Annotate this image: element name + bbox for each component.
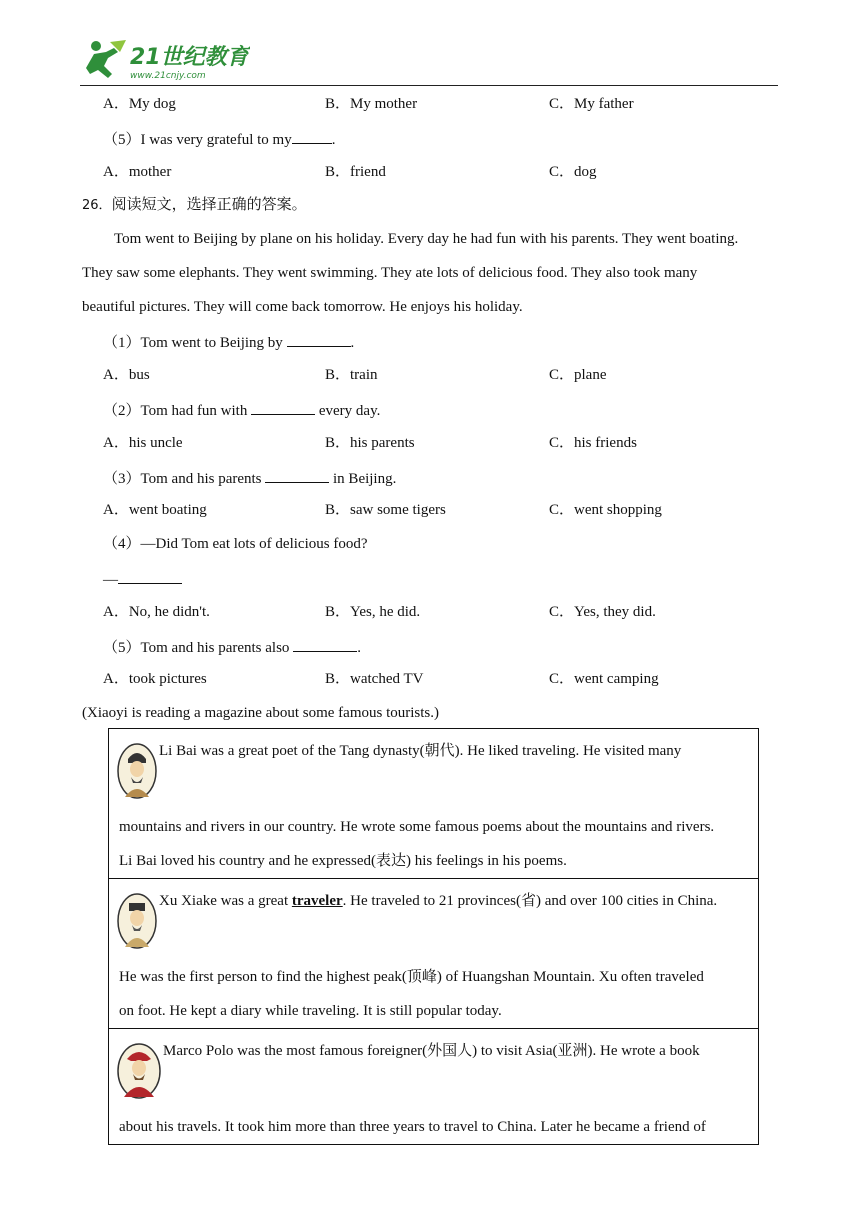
stem-tail: . xyxy=(357,640,361,656)
option-a: A．My dog xyxy=(103,96,176,112)
option-a: A．No, he didn't. xyxy=(103,604,210,620)
option-a: A．mother xyxy=(103,164,172,180)
tourist-cell-li-bai xyxy=(109,729,759,879)
option-a: A．went boating xyxy=(103,502,207,518)
header-divider xyxy=(80,85,778,86)
tourist-text-line: mountains and rivers in our country. He wrote some famous poems about the mountains and rivers. xyxy=(119,819,715,835)
question-stem xyxy=(103,399,380,421)
answer-blank xyxy=(251,399,315,415)
option-b: B．watched TV xyxy=(325,671,424,687)
stem-text: （2）Tom had fun with xyxy=(103,403,252,419)
option-c: C．plane xyxy=(549,367,607,383)
option-b: B．his parents xyxy=(325,435,415,451)
tourist-text-line: Xu Xiake was a great traveler. He traveled to 21 provinces(省) and over 100 cities in China. xyxy=(159,893,718,909)
question-stem xyxy=(103,636,361,658)
option-c: C．Yes, they did. xyxy=(549,604,656,620)
answer-blank xyxy=(293,636,357,652)
question-instruction: 阅读短文，选择正确的答案。 xyxy=(111,197,307,213)
option-c: C．went shopping xyxy=(549,502,662,518)
option-c: C．My father xyxy=(549,96,634,112)
stem-text: （1）Tom went to Beijing by xyxy=(103,335,287,351)
tourist-cell-marco-polo xyxy=(109,1029,759,1145)
answer-blank xyxy=(265,467,329,483)
stem-tail: every day. xyxy=(315,403,381,419)
option-c: C．went camping xyxy=(549,671,659,687)
option-b: B．Yes, he did. xyxy=(325,604,421,620)
answer-blank xyxy=(118,568,182,584)
stem-tail: . xyxy=(331,132,336,148)
option-b: B．train xyxy=(325,367,378,383)
tourist-text-line: Li Bai loved his country and he expressed(表达) his feelings in his poems. xyxy=(119,853,567,869)
xu-xiake-portrait-icon xyxy=(117,893,157,949)
question-stem xyxy=(103,331,354,353)
tourist-table xyxy=(108,728,759,1145)
question-stem xyxy=(103,128,335,150)
passage-line: They saw some elephants. They went swimming. They ate lots of delicious food. They also took many xyxy=(82,265,698,281)
question-stem xyxy=(103,467,396,489)
stem-text: （3）Tom and his parents xyxy=(103,471,266,487)
answer-dash: — xyxy=(103,572,118,588)
option-c: C．dog xyxy=(549,164,597,180)
option-a: A．his uncle xyxy=(103,435,183,451)
runner-icon xyxy=(86,40,126,78)
stem-tail: in Beijing. xyxy=(329,471,397,487)
reading-intro: (Xiaoyi is reading a magazine about some famous tourists.) xyxy=(82,705,439,721)
answer-line xyxy=(103,568,182,590)
option-a: A．bus xyxy=(103,367,150,383)
answer-blank xyxy=(287,331,351,347)
stem-tail: . xyxy=(350,335,355,351)
stem-text: （5）I was very grateful to my xyxy=(103,132,292,148)
question-number: 26 xyxy=(82,198,99,213)
logo-text: 21世纪教育 xyxy=(130,45,249,70)
tourist-text-line: on foot. He kept a diary while traveling. It is still popular today. xyxy=(119,1003,502,1019)
stem-text: （5）Tom and his parents also xyxy=(103,640,294,656)
tourist-text-line: Marco Polo was the most famous foreigner(外国人) to visit Asia(亚洲). He wrote a book xyxy=(163,1043,700,1059)
question-heading: 26．阅读短文，选择正确的答案。 xyxy=(82,197,307,213)
option-a: A．took pictures xyxy=(103,671,207,687)
option-b: B．friend xyxy=(325,164,386,180)
keyword-traveler: traveler xyxy=(291,893,343,909)
logo-url: www.21cnjy.com xyxy=(130,71,206,81)
question-stem: （4）—Did Tom eat lots of delicious food? xyxy=(103,536,368,552)
tourist-text-line: Li Bai was a great poet of the Tang dynasty(朝代). He liked traveling. He visited many xyxy=(159,743,682,759)
site-logo xyxy=(80,38,250,82)
answer-blank xyxy=(292,128,332,144)
tourist-cell-xu-xiake xyxy=(109,879,759,1029)
option-b: B．My mother xyxy=(325,96,418,112)
passage-line: Tom went to Beijing by plane on his holiday. Every day he had fun with his parents. They went boating. xyxy=(114,231,739,247)
li-bai-portrait-icon xyxy=(117,743,157,799)
tourist-text-line: He was the first person to find the highest peak(顶峰) of Huangshan Mountain. Xu often traveled xyxy=(119,969,704,985)
marco-polo-portrait-icon xyxy=(117,1043,161,1099)
tourist-text-line: about his travels. It took him more than three years to travel to China. Later he became a friend of xyxy=(119,1119,706,1135)
option-c: C．his friends xyxy=(549,435,637,451)
passage-line: beautiful pictures. They will come back tomorrow. He enjoys his holiday. xyxy=(82,299,523,315)
option-b: B．saw some tigers xyxy=(325,502,446,518)
